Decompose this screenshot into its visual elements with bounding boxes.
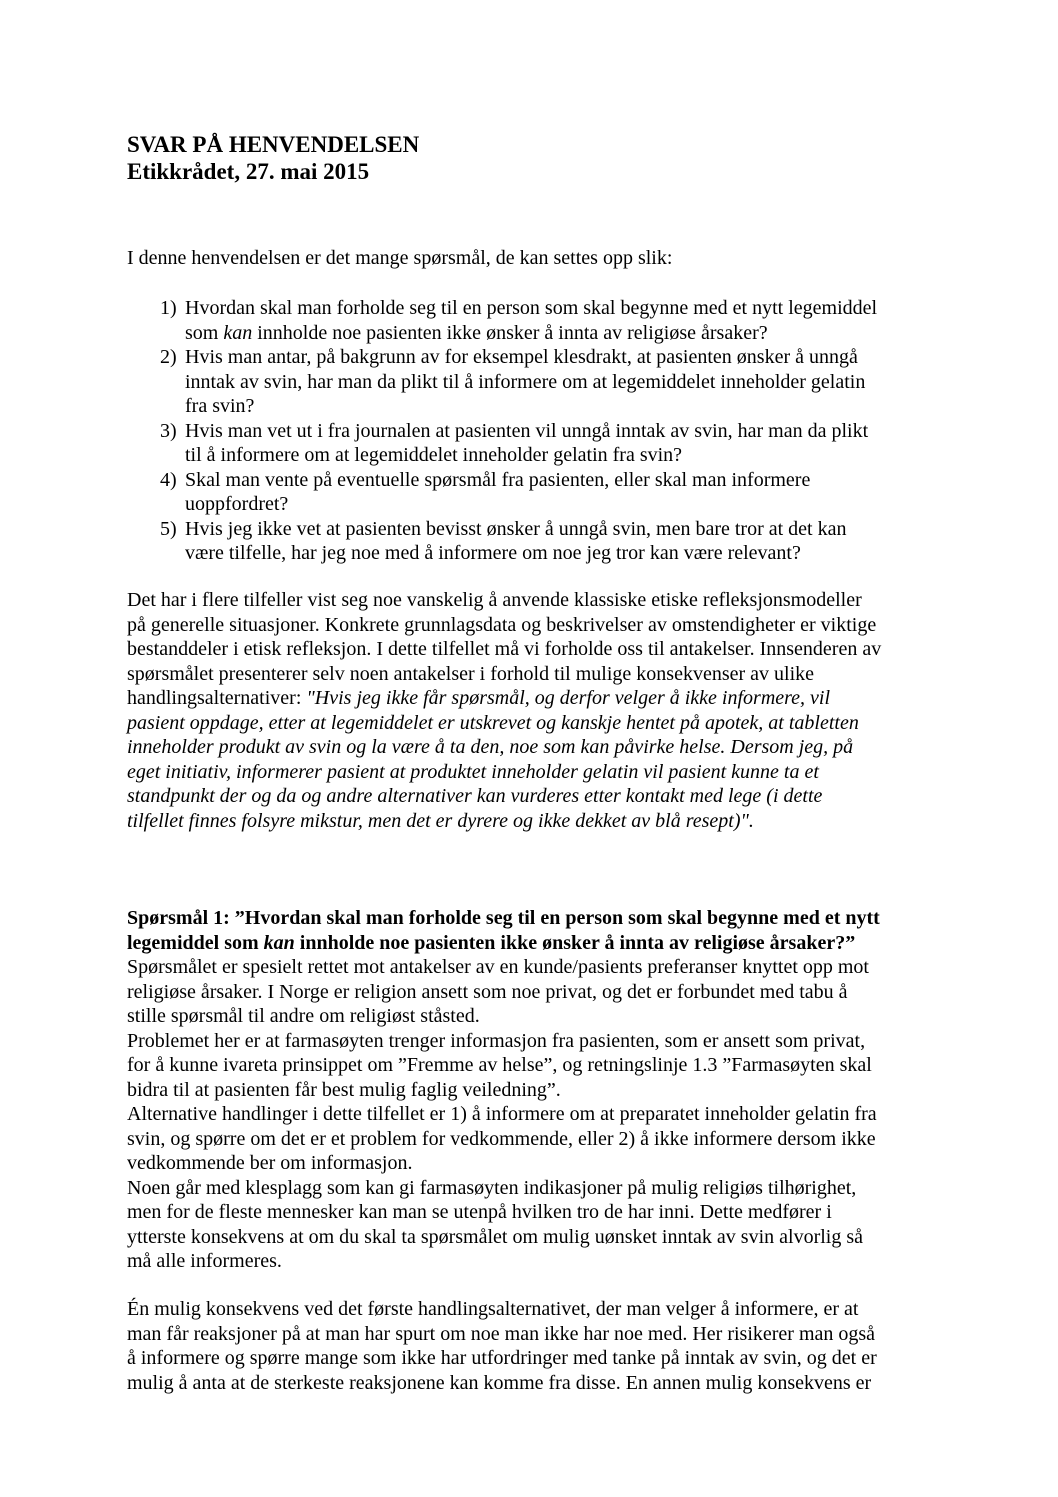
quote-line: eget initiativ, informerer pasient at produktet inneholder gelatin vil pasient kunne ta et [127, 760, 819, 783]
question-item [127, 468, 927, 517]
section-line: ytterste konsekvens at om du skal ta spørsmålet om mulig uønsket inntak av svin alvorlig så [127, 1225, 863, 1248]
question-number: 2) [160, 346, 177, 368]
quote-line: inneholder produkt av svin og la være å ta den, noe som kan påvirke helse. Dersom jeg, på [127, 736, 854, 758]
quote-line: tilfellet finnes folsyre mikstur, men det er dyrere og ikke dekket av blå resept)". [127, 809, 754, 832]
paragraph-line [127, 686, 927, 711]
question-number: 4) [160, 468, 177, 491]
question-line: Hvis man antar, på bakgrunn av for eksempel klesdrakt, at pasienten ønsker å unngå [185, 346, 858, 368]
document-title: SVAR PÅ HENVENDELSEN [127, 132, 420, 157]
section-line: Alternative handlinger i dette tilfellet er 1) å informere om at preparatet inneholder gelatin fra [127, 1103, 877, 1125]
section-heading-line [127, 931, 927, 956]
question-item [127, 419, 927, 468]
quote-line: pasient oppdage, etter at legemiddelet er utskrevet og kanskje hentet på apotek, at tabletten [127, 711, 859, 734]
paragraph-line: man får reaksjoner på at man har spurt om noe man ikke har noe med. Her risikerer man også [127, 1322, 876, 1345]
quote-text: "Hvis jeg ikke får spørsmål, og derfor velger å ikke informere, vil [306, 687, 831, 709]
question-line: fra svin? [185, 395, 255, 417]
section-line: vedkommende ber om informasjon. [127, 1152, 413, 1174]
question-list [127, 296, 927, 566]
quote-line: standpunkt der og da og andre alternativer kan vurderes etter kontakt med lege (i dette [127, 785, 823, 807]
question-line: til å informere om at legemiddelet inneholder gelatin fra svin? [185, 444, 683, 466]
question-line [185, 321, 927, 346]
text-run: innholde noe pasienten ikke ønsker å innta av religiøse årsaker?” [294, 931, 856, 954]
question-number: 5) [160, 517, 177, 540]
section-line: bidra til at pasienten får best mulig faglig veiledning”. [127, 1078, 561, 1101]
section-line: stille spørsmål til andre om religiøst ståsted. [127, 1005, 480, 1027]
question-item [127, 296, 927, 345]
emphasis-text: kan [223, 321, 253, 344]
paragraph-line: å informere og spørre mange som ikke har utfordringer med tanke på inntak av svin, og det er [127, 1347, 877, 1369]
emphasis-text: kan [263, 931, 295, 954]
question-number: 1) [160, 297, 177, 319]
text-run: legemiddel som [127, 931, 264, 954]
section-line: svin, og spørre om det er et problem for vedkommende, eller 2) å ikke informere dersom ikke [127, 1127, 876, 1150]
question-line: være tilfelle, har jeg noe med å informere om noe jeg tror kan være relevant? [185, 542, 801, 564]
question-line: Hvis jeg ikke vet at pasienten bevisst ønsker å unngå svin, men bare tror at det kan [185, 517, 847, 540]
section-line: Noen går med klesplagg som kan gi farmasøyten indikasjoner på mulig religiøs tilhørighet, [127, 1176, 857, 1199]
section-line: religiøse årsaker. I Norge er religion ansett som noe privat, og det er forbundet med tabu å [127, 980, 848, 1003]
question-item [127, 517, 927, 566]
paragraph-line: mulig å anta at de sterkeste reaksjonene kan komme fra disse. En annen mulig konsekvens er [127, 1371, 872, 1394]
question-line: Hvordan skal man forholde seg til en person som skal begynne med et nytt legemiddel [185, 297, 878, 319]
section-line: Problemet her er at farmasøyten trenger informasjon fra pasienten, som er ansett som privat, [127, 1029, 866, 1052]
section-line: men for de fleste mennesker kan man se utenpå hvilken tro de har inni. Dette medfører i [127, 1201, 832, 1223]
question-1-section [127, 906, 927, 1274]
paragraph-line: Det har i flere tilfeller vist seg noe vanskelig å anvende klassiske etiske refleksjonsmodeller [127, 589, 862, 611]
question-number: 3) [160, 419, 177, 442]
text-run: handlingsalternativer: [127, 687, 307, 709]
document-subtitle: Etikkrådet, 27. mai 2015 [127, 159, 370, 184]
paragraph-line: spørsmålet presenterer selv noen antakelser i forhold til mulige konsekvenser av ulike [127, 662, 815, 685]
section-line: må alle informeres. [127, 1250, 282, 1272]
question-line: Skal man vente på eventuelle spørsmål fra pasienten, eller skal man informere [185, 468, 811, 491]
text-run: innholde noe pasienten ikke ønsker å innta av religiøse årsaker? [252, 321, 768, 344]
section-heading-line: Spørsmål 1: ”Hvordan skal man forholde seg til en person som skal begynne med et nytt [127, 907, 880, 929]
consequence-paragraph [127, 1297, 927, 1395]
analysis-paragraph [127, 588, 927, 833]
intro-paragraph: I denne henvendelsen er det mange spørsmål, de kan settes opp slik: [127, 247, 673, 269]
paragraph-line: Én mulig konsekvens ved det første handlingsalternativet, der man velger å informere, er at [127, 1298, 859, 1320]
document-heading [127, 131, 419, 185]
question-line: Hvis man vet ut i fra journalen at pasienten vil unngå inntak av svin, har man da plikt [185, 419, 869, 442]
paragraph-line: bestanddeler i etisk refleksjon. I dette tilfellet må vi forholde oss til antakelser. Innsenderen av [127, 638, 882, 660]
section-line: for å kunne ivareta prinsippet om ”Fremme av helse”, og retningslinje 1.3 ”Farmasøyten skal [127, 1054, 872, 1076]
paragraph-line: på generelle situasjoner. Konkrete grunnlagsdata og beskrivelser av omstendigheter er viktige [127, 613, 877, 636]
text-run: som [185, 321, 224, 344]
question-item [127, 345, 927, 419]
section-line: Spørsmålet er spesielt rettet mot antakelser av en kunde/pasients preferanser knyttet opp mot [127, 956, 869, 978]
question-line: uoppfordret? [185, 493, 289, 515]
question-line: inntak av svin, har man da plikt til å informere om at legemiddelet inneholder gelatin [185, 370, 866, 393]
